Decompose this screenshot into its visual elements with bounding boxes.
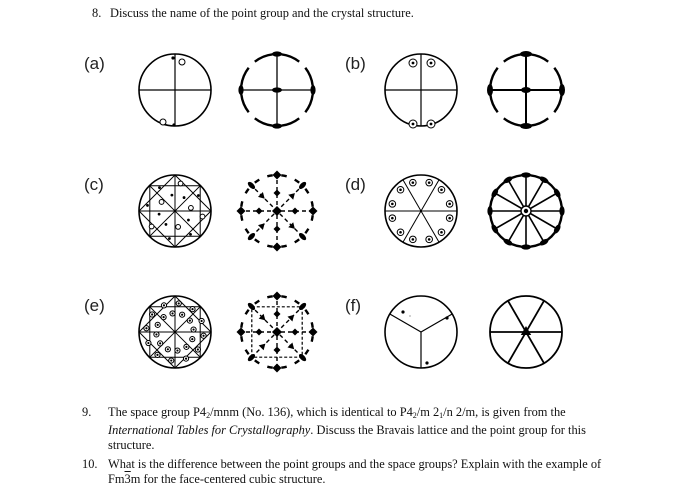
label-e: (e)	[84, 296, 105, 315]
stereogram-a-right	[238, 51, 315, 128]
stereogram-c-right	[237, 171, 318, 252]
stereogram-f-left	[385, 296, 457, 368]
label-c: (c)	[84, 175, 104, 194]
stereogram-d-left	[385, 175, 457, 247]
question-8-text: Discuss the name of the point group and the crystal structure.	[110, 6, 414, 20]
label-d: (d)	[345, 175, 366, 194]
label-f: (f)	[345, 296, 362, 315]
stereogram-d-right	[487, 172, 564, 249]
stereogram-c-left	[139, 175, 211, 247]
stereogram-b-left	[385, 54, 457, 128]
question-10-number: 10.	[82, 457, 98, 471]
stereogram-f-right	[490, 296, 562, 368]
label-b: (b)	[345, 54, 366, 73]
stereogram-a-left	[139, 54, 211, 127]
question-8-number: 8.	[92, 6, 102, 20]
stereogram-b-right	[487, 51, 565, 129]
question-9-text: The space group $P4_2$/mnm (No. 136), which is identical to $P4_2/m$ $2_1/n$ 2/m, is given from the International Tables for Crystallography. Discuss the Bravais lattice and the point group for this structure.	[108, 405, 586, 452]
question-10-text: What is the difference between the point groups and the space groups? Explain with the example of Fm3m for the face-centered cubic structure.	[108, 457, 602, 486]
label-a: (a)	[84, 54, 105, 73]
question-9-number: 9.	[82, 405, 92, 419]
stereogram-e-right	[237, 292, 318, 373]
stereogram-e-left	[139, 296, 211, 368]
